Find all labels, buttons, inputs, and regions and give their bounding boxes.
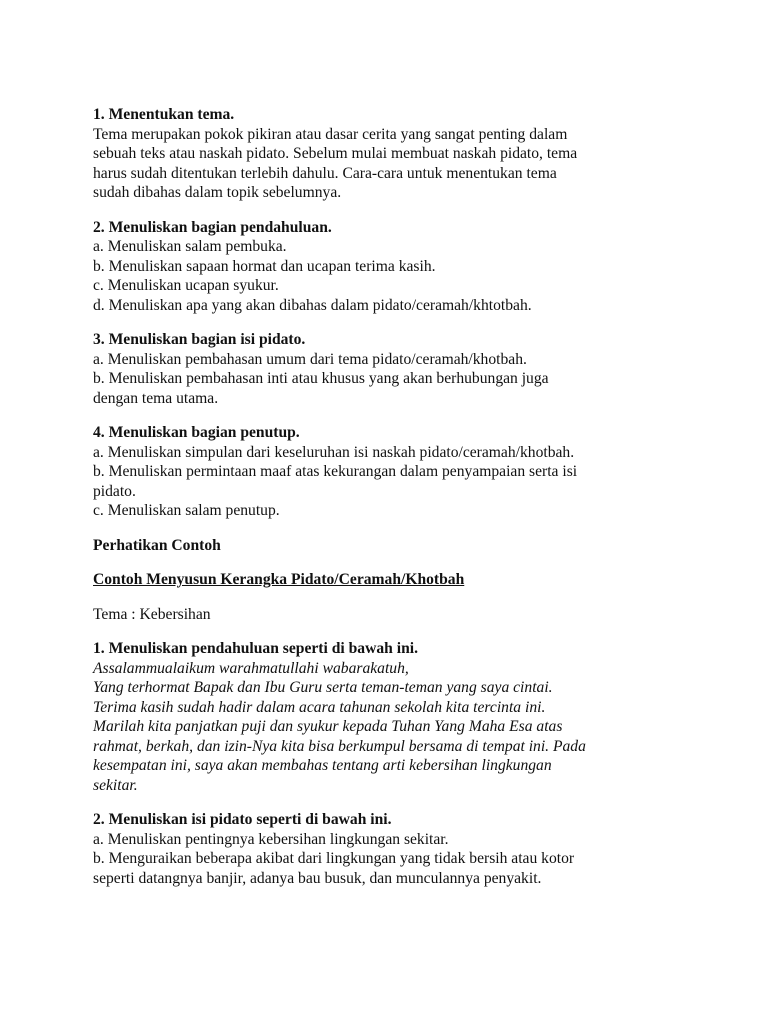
list-item: seperti datangnya banjir, adanya bau busuk, dan munculannya penyakit. [93, 869, 542, 887]
section-heading: 3. Menuliskan bagian isi pidato. [93, 331, 306, 348]
list-item: c. Menuliskan ucapan syukur. [93, 277, 279, 294]
list-item: a. Menuliskan pentingnya kebersihan lingkungan sekitar. [93, 830, 449, 848]
paragraph-line: sudah dibahas dalam topik sebelumnya. [93, 184, 342, 201]
section-tema [93, 605, 683, 625]
section-menentukan-tema [93, 105, 683, 203]
list-item: a. Menuliskan salam pembuka. [93, 238, 287, 255]
example-line: Marilah kita panjatkan puji dan syukur kepada Tuhan Yang Maha Esa atas [93, 718, 563, 735]
section-heading: 4. Menuliskan bagian penutup. [93, 424, 300, 441]
section-heading: 2. Menuliskan bagian pendahuluan. [93, 218, 332, 236]
section-heading: 2. Menuliskan isi pidato seperti di bawah ini. [93, 811, 392, 828]
example-line: sekitar. [93, 776, 138, 794]
section-contoh-title [93, 570, 683, 590]
contoh-title: Contoh Menyusun Kerangka Pidato/Ceramah/Khotbah [93, 571, 465, 588]
perhatikan-heading: Perhatikan Contoh [93, 536, 221, 554]
paragraph-line: sebuah teks atau naskah pidato. Sebelum mulai membuat naskah pidato, tema [93, 145, 578, 162]
section-heading: 1. Menuliskan pendahuluan seperti di bawah ini. [93, 640, 418, 657]
list-item: b. Menuliskan pembahasan inti atau khusus yang akan berhubungan juga [93, 370, 549, 387]
list-item: b. Menuliskan permintaan maaf atas kekurangan dalam penyampaian serta isi [93, 463, 578, 480]
example-line: Terima kasih sudah hadir dalam acara tahunan sekolah kita tercinta ini. [93, 698, 546, 716]
example-line: Assalammualaikum warahmatullahi wabarakatuh, [93, 659, 409, 677]
list-item: b. Menuliskan sapaan hormat dan ucapan terima kasih. [93, 257, 436, 275]
example-line: kesempatan ini, saya akan membahas tentang arti kebersihan lingkungan [93, 757, 552, 774]
section-pendahuluan [93, 218, 683, 316]
list-item: dengan tema utama. [93, 389, 219, 407]
list-item: pidato. [93, 482, 136, 500]
section-contoh-isi [93, 810, 683, 888]
tema-line: Tema : Kebersihan [93, 605, 211, 623]
list-item: a. Menuliskan pembahasan umum dari tema pidato/ceramah/khotbah. [93, 350, 527, 368]
example-line: rahmat, berkah, dan izin-Nya kita bisa berkumpul bersama di tempat ini. Pada [93, 737, 586, 755]
list-item: a. Menuliskan simpulan dari keseluruhan isi naskah pidato/ceramah/khotbah. [93, 443, 575, 461]
list-item: c. Menuliskan salam penutup. [93, 502, 280, 519]
paragraph-line: Tema merupakan pokok pikiran atau dasar cerita yang sangat penting dalam [93, 125, 568, 143]
list-item: d. Menuliskan apa yang akan dibahas dalam pidato/ceramah/khtotbah. [93, 296, 532, 314]
section-isi-pidato [93, 330, 683, 408]
paragraph-line: harus sudah ditentukan terlebih dahulu. Cara-cara untuk menentukan tema [93, 164, 557, 182]
section-penutup [93, 423, 683, 521]
section-contoh-pendahuluan [93, 639, 683, 795]
section-perhatikan [93, 536, 683, 556]
document-page [93, 105, 683, 903]
list-item: b. Menguraikan beberapa akibat dari lingkungan yang tidak bersih atau kotor [93, 850, 575, 867]
example-line: Yang terhormat Bapak dan Ibu Guru serta teman-teman yang saya cintai. [93, 679, 553, 696]
section-heading: 1. Menentukan tema. [93, 106, 235, 123]
